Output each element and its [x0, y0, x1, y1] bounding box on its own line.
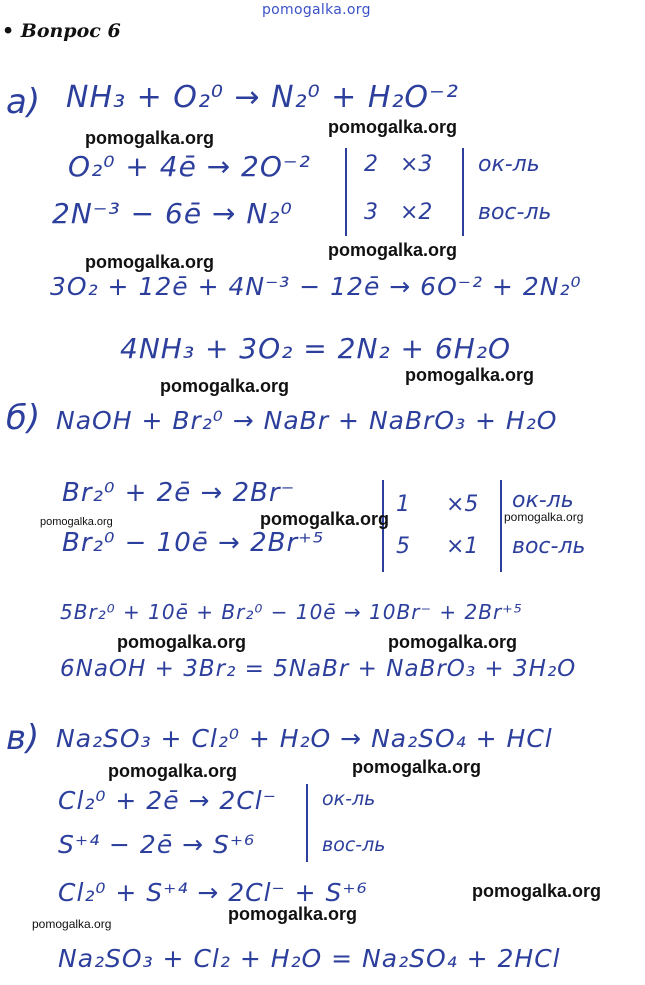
watermark: pomogalka.org	[85, 252, 215, 272]
watermark: pomogalka.org	[472, 881, 602, 901]
section-b-mult-2: ×1	[446, 534, 479, 559]
section-b-reducer: вос-ль	[512, 534, 586, 559]
watermark: pomogalka.org	[405, 365, 535, 385]
section-a-divider-2	[462, 148, 464, 236]
section-b-mult-1: ×5	[446, 492, 479, 517]
section-b-sum: 5Br₂⁰ + 10ē + Br₂⁰ − 10ē → 10Br⁻ + 2Br⁺⁵	[60, 600, 523, 624]
section-a-mult-2: ×2	[400, 200, 433, 225]
watermark: pomogalka.org	[352, 757, 482, 777]
watermark: pomogalka.org	[117, 632, 247, 652]
section-c-final: Na₂SO₃ + Cl₂ + H₂O = Na₂SO₄ + 2HCl	[58, 944, 561, 973]
section-b-equation: NaOH + Br₂⁰ → NaBr + NaBrO₃ + H₂O	[56, 406, 558, 435]
section-c-half-reaction-1: Cl₂⁰ + 2ē → 2Cl⁻	[58, 786, 277, 815]
section-b-coef-1: 1	[396, 492, 410, 517]
watermark: pomogalka.org	[228, 904, 358, 924]
watermark: pomogalka.org	[328, 117, 458, 137]
question-title: • Вопрос 6	[2, 20, 121, 42]
section-a-half-reaction-2: 2N⁻³ − 6ē → N₂⁰	[52, 197, 293, 230]
section-c-equation: Na₂SO₃ + Cl₂⁰ + H₂O → Na₂SO₄ + HCl	[56, 724, 553, 753]
section-a-mult-1: ×3	[400, 152, 433, 177]
section-c-reducer: вос-ль	[322, 834, 386, 856]
section-a-coef-1: 2	[364, 152, 378, 177]
section-a-half-reaction-1: O₂⁰ + 4ē → 2O⁻²	[68, 150, 311, 183]
section-c-oxidizer: ок-ль	[322, 788, 376, 810]
section-a-label: а)	[6, 82, 41, 122]
section-b-coef-2: 5	[396, 534, 410, 559]
watermark: pomogalka.org	[40, 516, 113, 528]
watermark: pomogalka.org	[504, 510, 584, 524]
section-a-coef-2: 3	[364, 200, 378, 225]
section-c-sum: Cl₂⁰ + S⁺⁴ → 2Cl⁻ + S⁺⁶	[58, 878, 368, 907]
watermark: pomogalka.org	[328, 240, 458, 260]
watermark: pomogalka.org	[32, 917, 112, 931]
site-link[interactable]: pomogalka.org	[262, 2, 371, 18]
watermark: pomogalka.org	[85, 128, 215, 148]
watermark: pomogalka.org	[260, 509, 390, 529]
section-a-final: 4NH₃ + 3O₂ = 2N₂ + 6H₂O	[120, 332, 512, 365]
section-a-reducer: вос-ль	[478, 200, 552, 225]
section-c-half-reaction-2: S⁺⁴ − 2ē → S⁺⁶	[58, 830, 256, 859]
section-c-label: в)	[6, 718, 40, 758]
watermark: pomogalka.org	[160, 376, 290, 396]
watermark: pomogalka.org	[388, 632, 518, 652]
section-a-oxidizer: ок-ль	[478, 152, 540, 177]
section-a-equation: NH₃ + O₂⁰ → N₂⁰ + H₂O⁻²	[66, 80, 459, 115]
section-b-half-reaction-1: Br₂⁰ + 2ē → 2Br⁻	[62, 478, 296, 508]
section-b-oxidizer: ок-ль	[512, 488, 574, 513]
section-b-half-reaction-2: Br₂⁰ − 10ē → 2Br⁺⁵	[62, 528, 325, 558]
section-c-divider	[306, 784, 308, 862]
section-a-sum: 3O₂ + 12ē + 4N⁻³ − 12ē → 6O⁻² + 2N₂⁰	[50, 272, 582, 301]
watermark: pomogalka.org	[108, 761, 238, 781]
section-a-divider-1	[345, 148, 347, 236]
section-b-final: 6NaOH + 3Br₂ = 5NaBr + NaBrO₃ + 3H₂O	[60, 656, 577, 682]
section-b-divider-2	[500, 480, 502, 572]
section-b-label: б)	[6, 398, 41, 438]
